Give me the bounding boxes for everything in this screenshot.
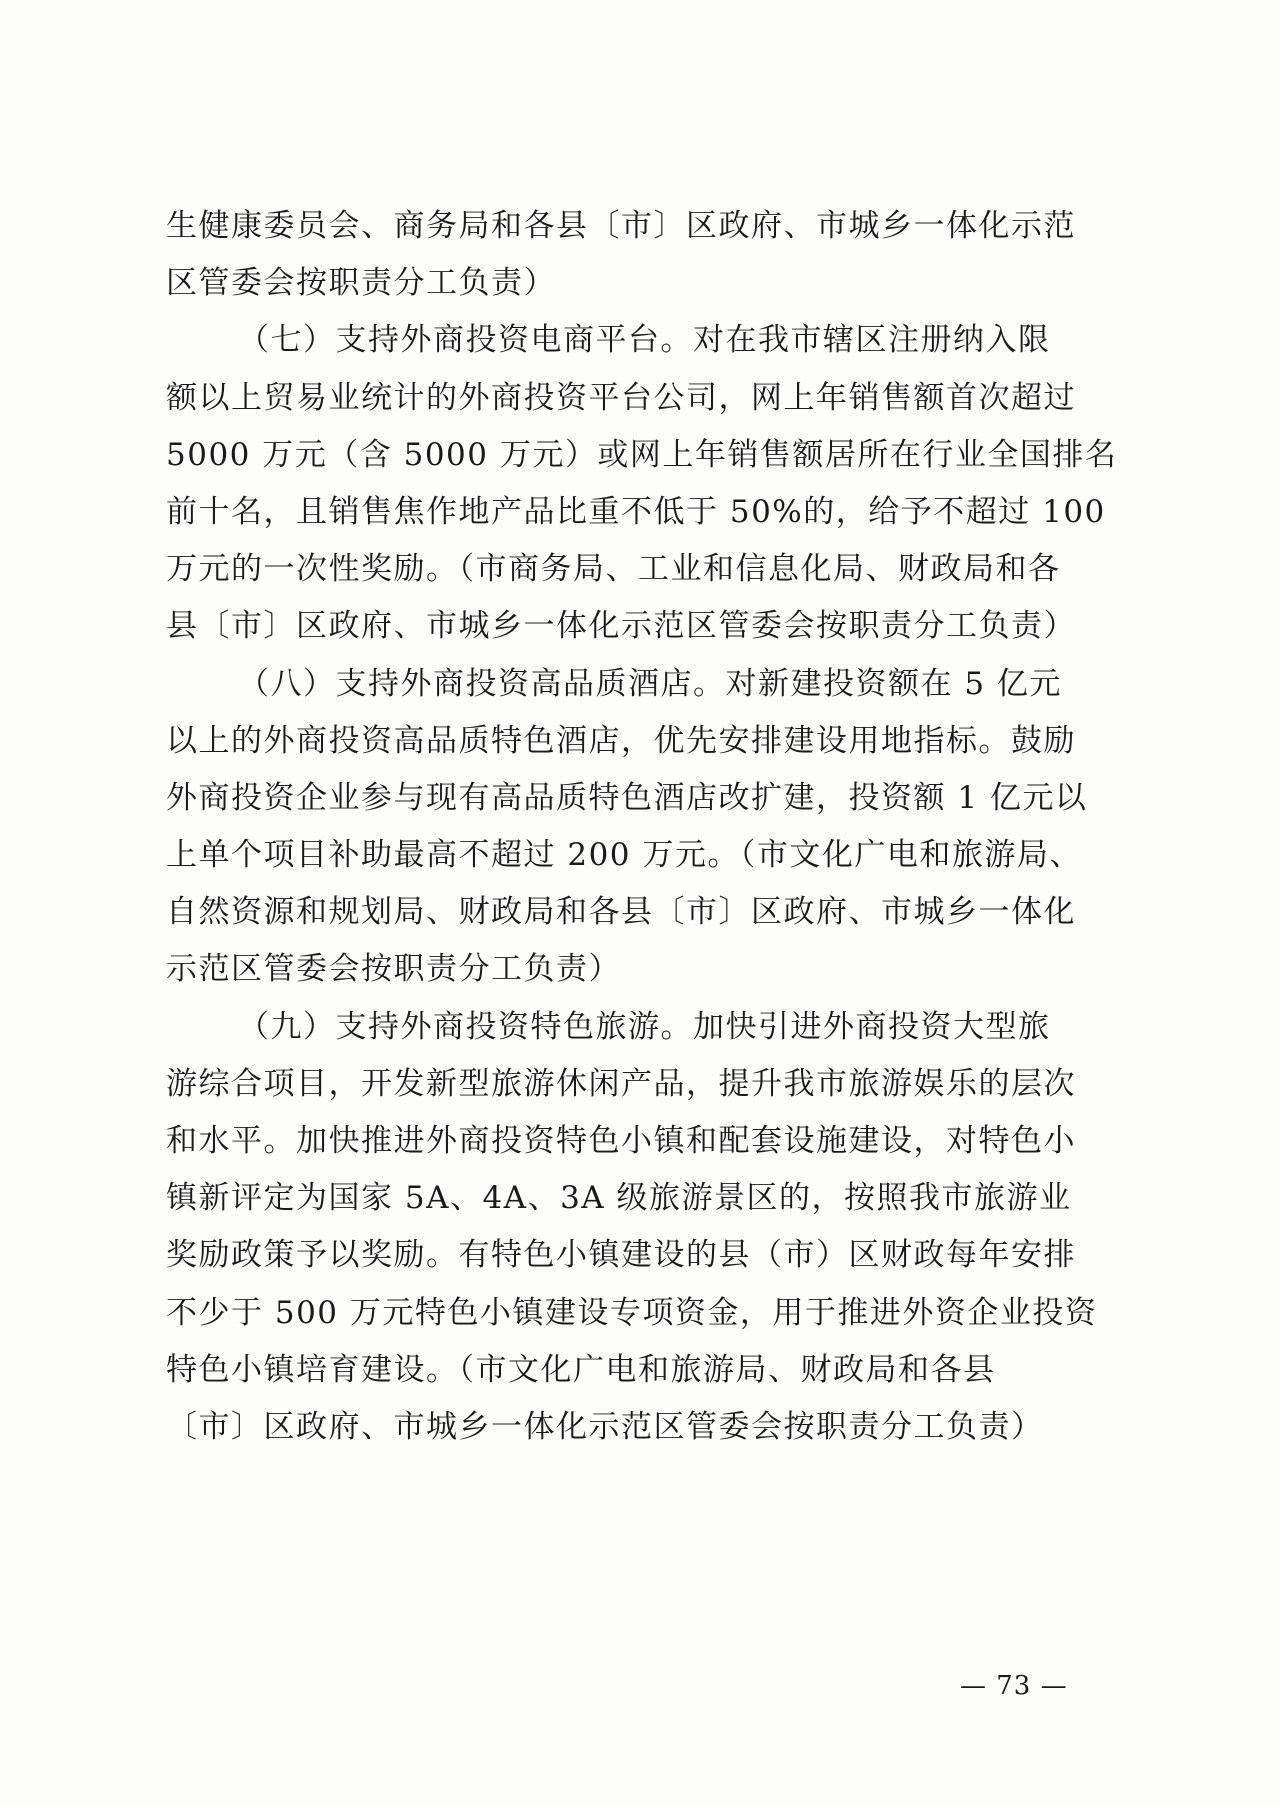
text-line: 万元的一次性奖励。（市商务局、工业和信息化局、财政局和各 [166, 551, 1061, 588]
text-line: 自然资源和规划局、财政局和各县〔市〕区政府、市城乡一体化 [166, 894, 1076, 931]
text-line: 〔市〕区政府、市城乡一体化示范区管委会按职责分工负责） [166, 1408, 1044, 1445]
paragraph-heading-line: （七）支持外商投资电商平台。对在我市辖区注册纳入限 [238, 322, 1051, 359]
text-line: 和水平。加快推进外商投资特色小镇和配套设施建设，对特色小 [166, 1123, 1076, 1159]
page-number: — 73 — [960, 1671, 1068, 1701]
text-line: 额以上贸易业统计的外商投资平台公司，网上年销售额首次超过 [166, 379, 1076, 416]
text-line: 镇新评定为国家 5A、4A、3A 级旅游景区的，按照我市旅游业 [166, 1180, 1072, 1217]
body-text [166, 198, 1121, 1456]
text-line: 区管委会按职责分工负责） [166, 265, 556, 302]
text-line: 示范区管委会按职责分工负责） [166, 951, 621, 988]
text-line: 5000 万元（含 5000 万元）或网上年销售额居所在行业全国排名 [166, 436, 1118, 473]
paragraph-heading-line: （八）支持外商投资高品质酒店。对新建投资额在 5 亿元 [238, 665, 1062, 702]
text-line: 奖励政策予以奖励。有特色小镇建设的县（市）区财政每年安排 [166, 1237, 1076, 1274]
paragraph-heading-line: （九）支持外商投资特色旅游。加快引进外商投资大型旅 [238, 1008, 1051, 1045]
text-line: 以上的外商投资高品质特色酒店，优先安排建设用地指标。鼓励 [166, 722, 1076, 759]
text-line: 县〔市〕区政府、市城乡一体化示范区管委会按职责分工负责） [166, 608, 1076, 645]
text-line: 不少于 500 万元特色小镇建设专项资金，用于推进外资企业投资 [166, 1294, 1098, 1331]
text-line: 游综合项目，开发新型旅游休闲产品，提升我市旅游娱乐的层次 [166, 1065, 1076, 1102]
text-line: 生健康委员会、商务局和各县〔市〕区政府、市城乡一体化示范 [166, 208, 1076, 244]
text-line: 前十名，且销售焦作地产品比重不低于 50%的，给予不超过 100 [166, 493, 1106, 530]
text-line: 特色小镇培育建设。（市文化广电和旅游局、财政局和各县 [166, 1351, 996, 1388]
text-line: 上单个项目补助最高不超过 200 万元。（市文化广电和旅游局、 [166, 837, 1082, 874]
text-line: 外商投资企业参与现有高品质特色酒店改扩建，投资额 1 亿元以 [166, 779, 1088, 816]
